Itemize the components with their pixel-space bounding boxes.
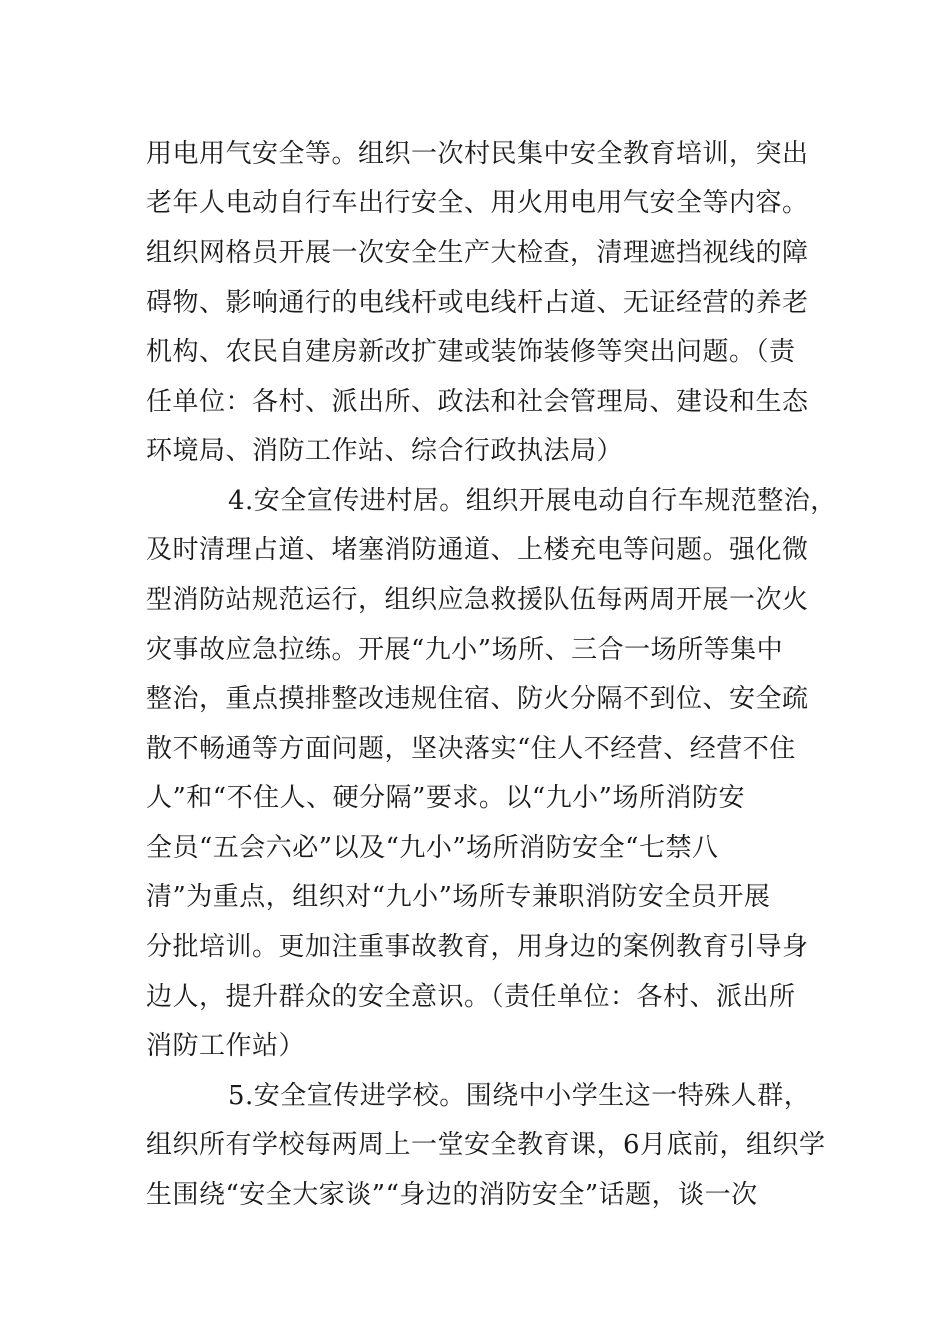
text-line: 任单位：各村、派出所、政法和社会管理局、建设和生态	[146, 387, 809, 417]
text-line: 及时清理占道、堵塞消防通道、上楼充电等问题。强化微	[146, 535, 809, 565]
section-4-heading-line: 4.安全宣传进村居。组织开展电动自行车规范整治，	[228, 486, 837, 516]
text-line: 散不畅通等方面问题，坚决落实“住人不经营、经营不住	[146, 734, 796, 764]
text-line: 用电用气安全等。组织一次村民集中安全教育培训，突出	[146, 139, 809, 169]
text-line: 整治，重点摸排整改违规住宿、防火分隔不到位、安全疏	[146, 684, 809, 714]
text-line: 生围绕“安全大家谈”“身边的消防安全”话题，谈一次	[146, 1180, 758, 1210]
text-line: 碍物、影响通行的电线杆或电线杆占道、无证经营的养老	[146, 288, 809, 318]
text-line: 机构、农民自建房新改扩建或装饰装修等突出问题。（责	[146, 337, 796, 367]
text-line: 人”和“不住人、硬分隔”要求。以“九小”场所消防安	[146, 783, 745, 813]
text-line: 型消防站规范运行，组织应急救援队伍每两周开展一次火	[146, 585, 809, 615]
text-line: 全员“五会六必”以及“九小”场所消防安全“七禁八	[146, 833, 719, 863]
text-line: 灾事故应急拉练。开展“九小”场所、三合一场所等集中	[146, 635, 784, 665]
text-line: 消防工作站）	[146, 1031, 306, 1061]
text-line: 组织所有学校每两周上一堂安全教育课，6月底前，组织学	[146, 1130, 826, 1160]
text-line: 清”为重点，组织对“九小”场所专兼职消防安全员开展	[146, 882, 771, 912]
text-line: 环境局、消防工作站、综合行政执法局）	[146, 436, 624, 466]
text-line: 老年人电动自行车出行安全、用火用电用气安全等内容。	[146, 188, 809, 218]
text-line: 分批培训。更加注重事故教育，用身边的案例教育引导身	[146, 932, 809, 962]
section-5-heading-line: 5.安全宣传进学校。围绕中小学生这一特殊人群，	[228, 1081, 811, 1111]
text-line: 边人，提升群众的安全意识。（责任单位：各村、派出所	[146, 982, 796, 1012]
text-line: 组织网格员开展一次安全生产大检查，清理遮挡视线的障	[146, 238, 809, 268]
